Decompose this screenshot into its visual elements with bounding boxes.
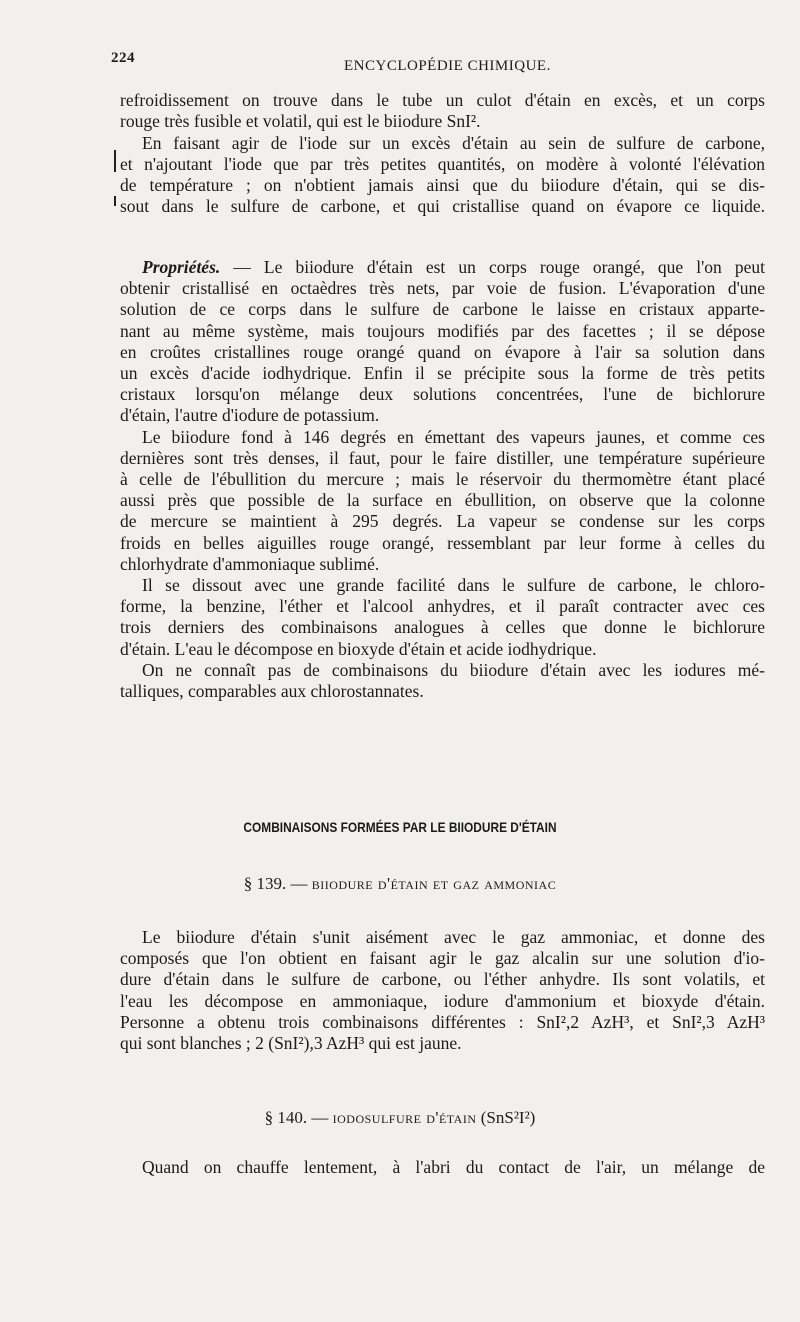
text-line — [120, 321, 765, 341]
text-line — [142, 427, 765, 447]
section-number: § 140. — — [264, 1108, 333, 1127]
line-text: d'étain. L'eau le décompose en bioxyde d'étain et acide iodhydrique. — [120, 638, 597, 659]
text-line — [142, 927, 765, 947]
line-text: à celle de l'ébullition du mercure ; mais le réservoir du thermomètre étant placé — [120, 469, 765, 489]
line-text: Le biiodure fond à 146 degrés en émettant des vapeurs jaunes, et comme ces — [142, 426, 765, 447]
section-139-heading — [0, 874, 800, 894]
line-text: refroidissement on trouve dans le tube un culot d'étain en excès, et un corps — [120, 90, 765, 110]
text-line — [120, 1012, 765, 1032]
line-text: Quand on chauffe lentement, à l'abri du contact de l'air, un mélange de — [142, 1157, 765, 1177]
line-text: l'eau les décompose en ammoniaque, iodure d'ammonium et bioxyde d'étain. — [120, 990, 765, 1011]
text-line — [120, 342, 765, 362]
section-formula: (SnS²I²) — [476, 1108, 536, 1127]
line-text: Personne a obtenu trois combinaisons différentes : SnI²,2 AzH³, et SnI²,3 AzH³ — [120, 1011, 765, 1032]
line-text: et n'ajoutant l'iode que par très petites quantités, on modère à volonté l'élévation — [120, 154, 765, 174]
page-number: 224 — [111, 50, 135, 66]
line-text: Il se dissout avec une grande facilité dans le sulfure de carbone, le chloro- — [142, 575, 765, 595]
text-line — [120, 1033, 765, 1053]
line-text: de température ; on n'obtient jamais ainsi que du biiodure d'étain, qui se dis- — [120, 175, 765, 195]
line-text: un excès d'acide iodhydrique. Enfin il se précipite sous la forme de très petits — [120, 363, 765, 383]
section-heading: COMBINAISONS FORMÉES PAR LE BIIODURE D'ÉTAIN — [243, 819, 557, 835]
text-line — [120, 969, 765, 989]
text-line — [120, 111, 765, 131]
margin-mark — [114, 196, 116, 206]
text-line — [120, 384, 765, 404]
text-line — [120, 448, 765, 468]
line-text: obtenir cristallisé en octaèdres très nets, par voie de fusion. L'évaporation d'une — [120, 278, 765, 299]
line-text: cristaux lorsqu'on mélange deux solutions concentrées, l'une de bichlorure — [120, 384, 765, 405]
text-line — [142, 660, 765, 680]
line-text: trois derniers des combinaisons analogues à celles que donne le bichlorure — [120, 617, 765, 638]
line-text: froids en belles aiguilles rouge orangé, ressemblant par leur forme à celles du — [120, 532, 765, 553]
text-line — [120, 278, 765, 298]
line-text: chlorhydrate d'ammoniaque sublimé. — [120, 553, 380, 574]
section-number: § 139. — — [243, 874, 312, 893]
line-text: de mercure se maintient à 295 degrés. La vapeur se condense sur les corps — [120, 511, 765, 532]
line-text: talliques, comparables aux chlorostannates. — [120, 681, 424, 701]
text-line — [142, 257, 765, 277]
line-text: solution de ce corps dans le sulfure de carbone le laisse en cristaux apparte- — [120, 299, 765, 320]
text-line — [120, 681, 765, 701]
text-line — [120, 90, 765, 110]
line-text: qui sont blanches ; 2 (SnI²),3 AzH³ qui est jaune. — [120, 1033, 462, 1053]
text-line — [120, 299, 765, 319]
line-text: — Le biiodure d'étain est un corps rouge orangé, que l'on peut — [220, 257, 765, 277]
line-text: composés que l'on obtient en faisant agir le gaz alcalin sur une solution d'io- — [120, 948, 765, 969]
text-line — [120, 469, 765, 489]
text-line — [142, 1157, 765, 1177]
text-line — [120, 533, 765, 553]
section-title: iodosulfure d'étain — [332, 1108, 477, 1127]
section-title: biiodure d'étain et gaz ammoniac — [311, 874, 557, 893]
line-text: d'étain, l'autre d'iodure de potassium. — [120, 405, 380, 426]
text-line — [120, 596, 765, 616]
text-line — [120, 490, 765, 510]
line-text: dure d'étain dans le sulfure de carbone, ou l'éther anhydre. Ils sont volatils, et — [120, 969, 765, 990]
run-in-heading: Propriétés. — [142, 257, 221, 277]
line-text: aussi près que possible de la surface en ébullition, on observe que la colonne — [120, 490, 765, 511]
line-text: En faisant agir de l'iode sur un excès d'étain au sein de sulfure de carbone, — [142, 133, 765, 153]
text-line — [120, 617, 765, 637]
running-title: ENCYCLOPÉDIE CHIMIQUE. — [344, 58, 551, 74]
text-line — [120, 363, 765, 383]
line-text: rouge très fusible et volatil, qui est le biiodure SnI². — [120, 111, 481, 131]
text-line — [142, 133, 765, 153]
line-text: forme, la benzine, l'éther et l'alcool anhydres, et il paraît contracter avec ces — [120, 596, 765, 617]
line-text: On ne connaît pas de combinaisons du biiodure d'étain avec les iodures mé- — [142, 659, 765, 680]
text-line — [120, 175, 765, 195]
line-text: sout dans le sulfure de carbone, et qui cristallise quand on évapore ce liquide. — [120, 196, 765, 216]
text-line — [120, 948, 765, 968]
line-text: Le biiodure d'étain s'unit aisément avec le gaz ammoniac, et donne des — [142, 927, 765, 947]
text-line — [120, 196, 765, 216]
section-140-heading — [0, 1108, 800, 1128]
line-text: en croûtes cristallines rouge orangé quand on évapore à l'air sa solution dans — [120, 341, 765, 362]
text-line — [120, 554, 765, 574]
text-line — [142, 575, 765, 595]
text-line — [120, 639, 765, 659]
margin-mark — [114, 150, 116, 172]
text-line — [120, 405, 765, 425]
text-line — [120, 154, 765, 174]
line-text: dernières sont très denses, il faut, pour le faire distiller, une température supérieure — [120, 447, 765, 468]
text-line — [120, 991, 765, 1011]
text-line — [120, 511, 765, 531]
line-text: nant au même système, mais toujours modifiés par des facettes ; il se dépose — [120, 320, 765, 341]
